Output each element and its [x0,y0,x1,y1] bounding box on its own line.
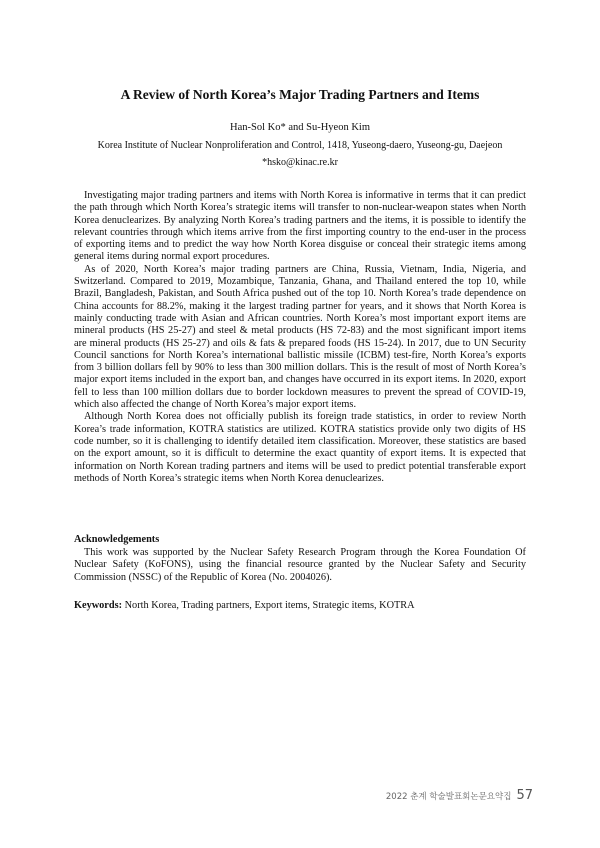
page-footer [386,788,533,803]
body-paragraph: Although North Korea does not officially publish its foreign trade statistics, in order to review North Korea’s trade information, KOTRA statistics are utilized. KOTRA statistics provide only two digits of HS code number, so it is challenging to identify detailed item classification. Moreover, these statistics are based on the export amount, so it is difficult to determine the exact quantity of export items. It is expected that information on North Korean trading partners and items will be used to predict potential transferable export methods of North Korea’s strategic items when North Korea denuclearizes. [74,411,526,484]
paper-affiliation: Korea Institute of Nuclear Nonproliferation and Control, 1418, Yuseong-daero, Yuseong-gu, Daejeon [97,140,503,151]
acknowledgements-text: This work was supported by the Nuclear Safety Research Program through the Korea Foundation Of Nuclear Safety (KoFONS), using the financial resource granted by the Nuclear Safety and Security Commission (NSSC) of the Republic of Korea (No. 2004026). [74,547,526,583]
keywords-label: Keywords: [74,600,123,611]
acknowledgements-section [74,547,526,584]
page-number: 57 [516,788,533,803]
body-paragraph: Investigating major trading partners and items with North Korea is informative in terms that it can predict the path through which North Korea’s strategic items will transfer to non-nuclear-weapon states when North Korea denuclearizes. By analyzing North Korea’s trading partners and the items, it is possible to identify the relevant countries through which items arrive from the first importing country to the end-user in the process of exporting items and to predict the way how North Korea disguise or conceal their strategic items among general items during normal export procedures. [74,190,526,263]
paper-authors: Han-Sol Ko* and Su-Hyeon Kim [230,122,370,133]
acknowledgements-heading: Acknowledgements [74,534,160,545]
abstract-body [74,190,526,485]
footer-proceedings-title: 2022 춘계 학술발표회논문요약집 [385,792,512,802]
author-email: *hsko@kinac.re.kr [262,157,338,168]
body-paragraph: As of 2020, North Korea’s major trading partners are China, Russia, Vietnam, India, Nigeria, and Switzerland. Compared to 2019, Mozambique, Tanzania, Ghana, and Thailand entered the top 10, while Brazil, Bangladesh, Pakistan, and South Africa pushed out of the top 10. North Korea’s trade dependence on China accounts for 88.2%, making it the largest trading partner for years, and it shows that North Korea is mainly conducting trade with Asian and African countries. North Korea’s most important export items are mineral products (HS 25-27) and steel & metal products (HS 72-83) and the most significant import items are mineral products (HS 25-27) and oils & fats & prepared foods (HS 15-24). In 2017, due to UN Security Council sanctions for North Korea’s international ballistic missile (ICBM) test-fire, North Korea’s exports from 3 billion dollars fell by 90% to less than 300 million dollars. This is the result of most of North Korea’s major export items included in the export ban, and changes have occurred in its export items. In 2020, export fell to less than 100 million dollars due to border lockdown measures to prevent the spread of COVID-19, which also affected the change of North Korea’s major export items. [74,263,526,411]
keywords-list: North Korea, Trading partners, Export items, Strategic items, KOTRA [124,600,415,611]
paper-title: A Review of North Korea’s Major Trading Partners and Items [120,87,480,102]
keywords-line [74,600,526,611]
